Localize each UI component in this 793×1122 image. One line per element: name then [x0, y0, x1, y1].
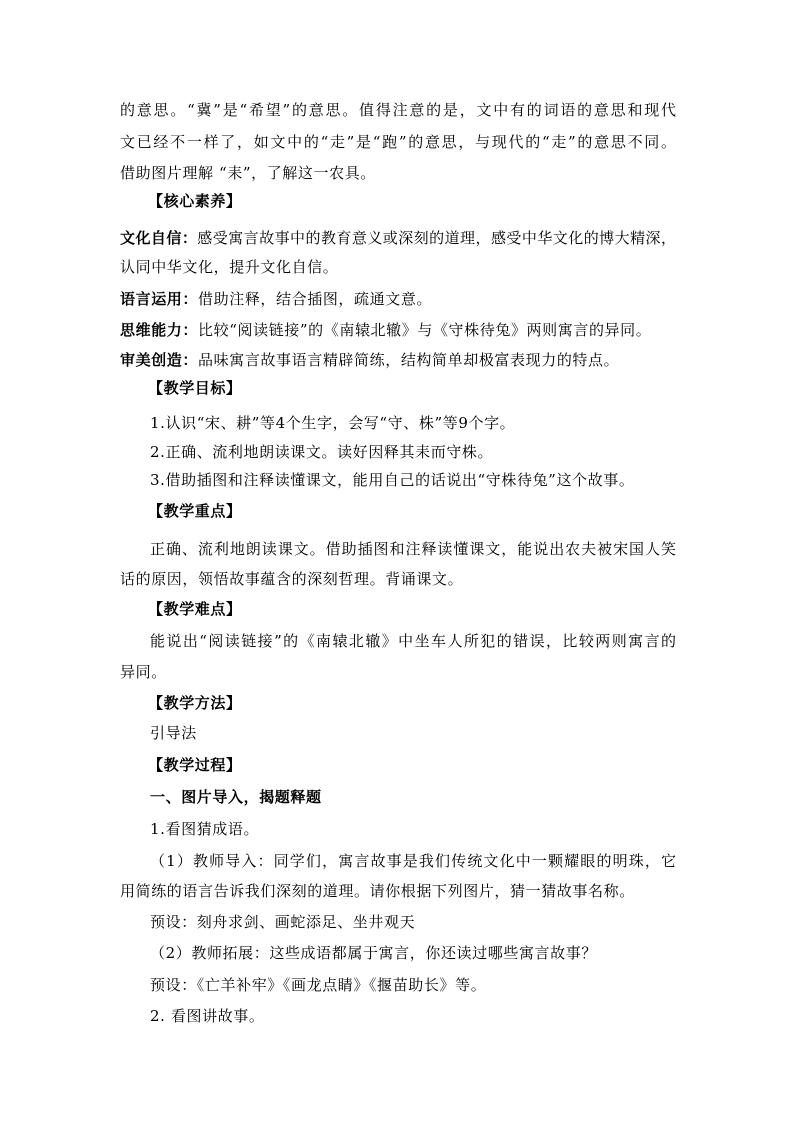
literacy-label: 思维能力： [120, 321, 199, 339]
difficulties-line-2: 异同。 [120, 663, 167, 681]
step-1-title: 1.看图猜成语。 [150, 820, 260, 838]
literacy-label: 语言运用： [120, 290, 199, 308]
objective-item-2: 2.正确、流利地朗读课文。读好因释其耒而守株。 [150, 443, 494, 461]
process-heading: 【教学过程】 [148, 756, 242, 774]
literacy-text: 借助注释，结合插图，疏通文意。 [198, 290, 433, 308]
difficulties-line-1: 能说出“阅读链接”的《南辕北辙》中坐车人所犯的错误，比较两则寓言的 [150, 632, 676, 650]
intro-line-3: 借助图片理解 “耒”，了解这一农具。 [120, 164, 376, 182]
objectives-heading: 【教学目标】 [148, 379, 242, 397]
methods-text: 引导法 [150, 724, 197, 742]
literacy-item-aesthetic-creation [120, 350, 619, 370]
key-points-line-1: 正确、流利地朗读课文。借助插图和注释读懂课文，能说出农夫被宋国人笑 [150, 540, 676, 558]
step-1-sub-2-preset: 预设：《亡羊补牢》《画龙点睛》《揠苗助长》等。 [150, 976, 487, 994]
methods-heading: 【教学方法】 [148, 694, 242, 712]
literacy-text-continuation: 认同中华文化，提升文化自信。 [120, 258, 339, 276]
objective-item-3: 3.借助插图和注释读懂课文，能用自己的话说出“守株待兔”这个故事。 [150, 471, 635, 489]
literacy-item-language-use [120, 289, 432, 309]
intro-line-2: 文已经不一样了，如文中的“走”是“跑”的意思，与现代的“走”的意思不同。 [120, 133, 676, 151]
literacy-item-thinking-ability [120, 320, 651, 340]
literacy-text: 比较“阅读链接”的《南辕北辙》与《守株待兔》两则寓言的异同。 [198, 321, 652, 339]
key-points-line-2: 话的原因，领悟故事蕴含的深刻哲理。背诵课文。 [120, 570, 464, 588]
step-1-sub-1-line-1: （1）教师导入：同学们，寓言故事是我们传统文化中一颗耀眼的明珠，它 [150, 852, 676, 870]
literacy-text: 感受寓言故事中的教育意义或深刻的道理，感受中华文化的博大精深， [197, 229, 676, 247]
literacy-label: 文化自信： [120, 229, 198, 247]
section-1-title: 一、图片导入，揭题释题 [150, 788, 322, 806]
step-1-sub-1-preset: 预设：刻舟求剑、画蛇添足、坐井观天 [150, 913, 416, 931]
literacy-text: 品味寓言故事语言精辟简练，结构简单却极富表现力的特点。 [198, 351, 620, 369]
intro-line-1: 的意思。“冀”是“希望”的意思。值得注意的是，文中有的词语的意思和现代 [120, 101, 676, 119]
objective-item-1: 1.认识“宋、耕”等4个生字，会写“守、株”等9个字。 [150, 414, 516, 432]
key-points-heading: 【教学重点】 [148, 502, 242, 520]
step-1-sub-2-text: （2）教师拓展：这些成语都属于寓言，你还读过哪些寓言故事？ [150, 944, 597, 962]
step-2-title: 2. 看图讲故事。 [150, 1007, 265, 1025]
core-literacy-heading: 【核心素养】 [148, 192, 242, 210]
difficulties-heading: 【教学难点】 [148, 600, 242, 618]
step-1-sub-1-line-2: 用简练的语言告诉我们深刻的道理。请你根据下列图片，猜一猜故事名称。 [120, 882, 635, 900]
literacy-item-cultural-confidence [120, 228, 676, 248]
literacy-label: 审美创造： [120, 351, 199, 369]
